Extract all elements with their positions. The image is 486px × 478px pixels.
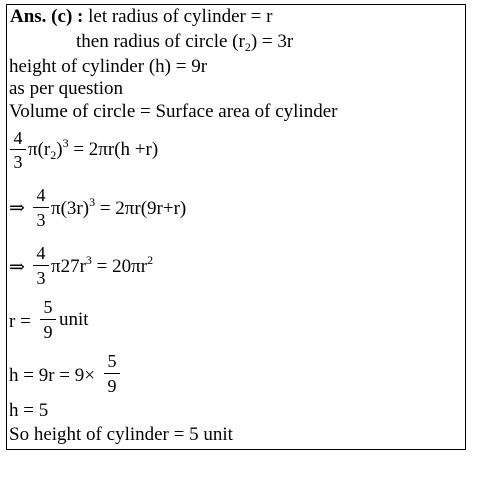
- eq3-frac-bar: [33, 265, 49, 266]
- eq3-lhs: π27r: [51, 256, 86, 277]
- eq4-frac-num: 5: [43, 297, 53, 317]
- eq5-lhs: h = 9r = 9×: [9, 365, 95, 386]
- eq6: h = 5: [9, 400, 49, 421]
- answer-prefix: Ans. (c) :: [10, 6, 84, 27]
- eq1-sub: 2: [50, 148, 57, 162]
- eq2-frac-den: 3: [36, 210, 46, 230]
- eq2-frac-num: 4: [36, 185, 46, 205]
- answer-line-4: as per question: [9, 78, 123, 99]
- final-answer: So height of cylinder = 5 unit: [9, 424, 233, 445]
- eq2-arrow: ⇒: [9, 198, 25, 219]
- eq1-rhs: = 2πr(h +r): [73, 139, 159, 160]
- eq3-rhs: = 20πr: [96, 256, 148, 277]
- eq1-close: ): [56, 139, 63, 160]
- line2-end: ) = 3r: [250, 31, 294, 52]
- answer-line-3: height of cylinder (h) = 9r: [9, 56, 208, 77]
- eq3: [51, 253, 154, 278]
- eq3-frac-num: 4: [36, 243, 46, 263]
- eq1-exp: 3: [62, 136, 69, 150]
- eq1-pi: π: [28, 139, 38, 160]
- eq3-rhs-exp: 2: [147, 253, 154, 267]
- eq2-frac-bar: [33, 207, 49, 208]
- eq5-frac-den: 9: [107, 376, 117, 396]
- eq3-arrow: ⇒: [9, 257, 25, 278]
- line2-sub: 2: [244, 40, 251, 54]
- eq2: [51, 195, 187, 220]
- eq1-paren: (r: [37, 139, 51, 160]
- eq1-frac-den: 3: [13, 152, 23, 172]
- eq3-exp: 3: [85, 253, 92, 267]
- answer-line-5: Volume of circle = Surface area of cylinder: [9, 101, 338, 122]
- eq2-rhs: = 2πr(9r+r): [99, 198, 187, 219]
- answer-line-2: [76, 31, 293, 53]
- line2-text: then radius of circle (r: [76, 31, 245, 52]
- eq2-exp: 3: [89, 195, 96, 209]
- eq4-lhs: r =: [9, 311, 31, 332]
- answer-line-1-text: let radius of cylinder = r: [88, 6, 273, 27]
- eq4-frac-bar: [40, 319, 56, 320]
- eq4-frac-den: 9: [43, 322, 53, 342]
- eq5-frac-bar: [104, 373, 120, 374]
- eq1-frac-bar: [10, 149, 26, 150]
- eq1: [28, 136, 159, 162]
- eq2-base: (3r): [60, 198, 90, 219]
- answer-line-1: [10, 6, 272, 28]
- eq5-frac-num: 5: [107, 351, 117, 371]
- eq1-frac-num: 4: [13, 128, 23, 148]
- eq3-frac-den: 3: [36, 268, 46, 288]
- eq4-unit: unit: [59, 309, 89, 330]
- eq2-pi: π: [51, 198, 61, 219]
